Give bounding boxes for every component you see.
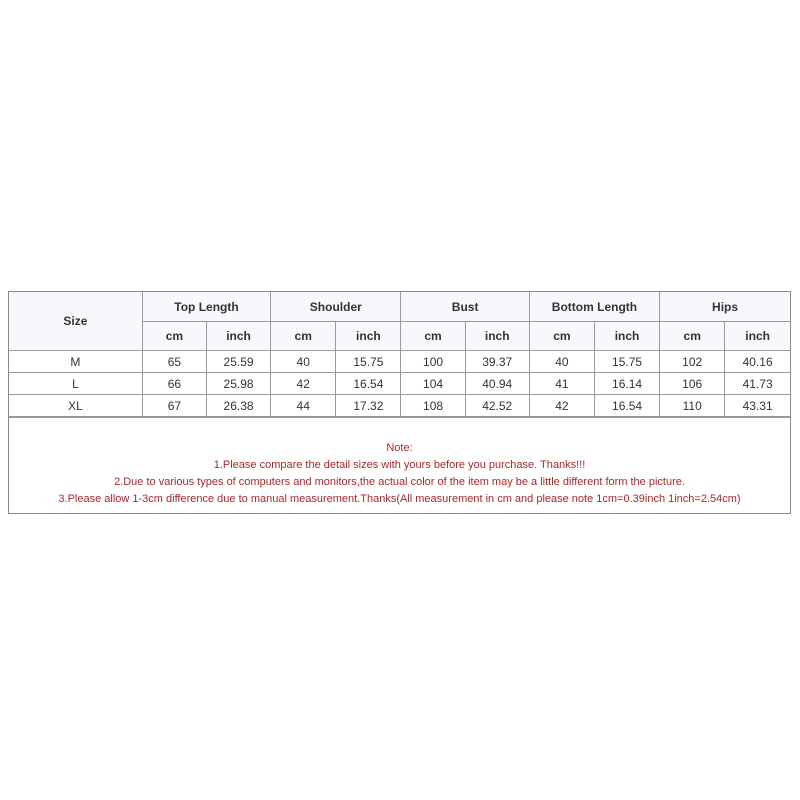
- table-cell: 65: [142, 351, 206, 373]
- unit-header-cm: cm: [529, 322, 594, 351]
- group-header-top-length: Top Length: [142, 292, 270, 322]
- size-cell: XL: [9, 395, 142, 417]
- note-line-1: 1.Please compare the detail sizes with yours before you purchase. Thanks!!!: [213, 459, 586, 471]
- table-cell: 15.75: [594, 351, 659, 373]
- unit-header-cm: cm: [401, 322, 465, 351]
- note-line-2: 2.Due to various types of computers and monitors,the actual color of the item may be a little different form the picture.: [114, 476, 685, 488]
- table-row: [9, 373, 790, 395]
- table-cell: 16.14: [594, 373, 659, 395]
- table-cell: 42: [271, 373, 336, 395]
- size-chart: [8, 291, 791, 514]
- unit-header-cm: cm: [271, 322, 336, 351]
- table-cell: 41: [529, 373, 594, 395]
- table-cell: 17.32: [336, 395, 401, 417]
- group-header-shoulder: Shoulder: [271, 292, 401, 322]
- table-cell: 25.59: [206, 351, 270, 373]
- table-cell: 44: [271, 395, 336, 417]
- table-cell: 15.75: [336, 351, 401, 373]
- size-cell: L: [9, 373, 142, 395]
- unit-header-inch: inch: [725, 322, 790, 351]
- table-cell: 40: [271, 351, 336, 373]
- size-header: Size: [9, 292, 142, 351]
- table-cell: 42.52: [465, 395, 529, 417]
- table-cell: 42: [529, 395, 594, 417]
- table-cell: 40.16: [725, 351, 790, 373]
- header-row-groups: [9, 292, 790, 322]
- table-cell: 102: [660, 351, 725, 373]
- unit-header-inch: inch: [206, 322, 270, 351]
- unit-header-inch: inch: [336, 322, 401, 351]
- notes-section: [9, 417, 790, 513]
- table-cell: 106: [660, 373, 725, 395]
- table-cell: 100: [401, 351, 465, 373]
- table-cell: 67: [142, 395, 206, 417]
- size-table: [9, 292, 790, 417]
- table-cell: 39.37: [465, 351, 529, 373]
- group-header-bust: Bust: [401, 292, 529, 322]
- note-line-3: 3.Please allow 1-3cm difference due to manual measurement.Thanks(All measurement in cm and please note 1cm=0.39inch 1inch=2.54cm): [58, 493, 741, 505]
- size-cell: M: [9, 351, 142, 373]
- table-cell: 66: [142, 373, 206, 395]
- table-cell: 40.94: [465, 373, 529, 395]
- group-header-bottom-length: Bottom Length: [529, 292, 659, 322]
- table-cell: 26.38: [206, 395, 270, 417]
- unit-header-inch: inch: [465, 322, 529, 351]
- table-cell: 110: [660, 395, 725, 417]
- table-cell: 43.31: [725, 395, 790, 417]
- table-cell: 40: [529, 351, 594, 373]
- table-cell: 16.54: [594, 395, 659, 417]
- unit-header-cm: cm: [142, 322, 206, 351]
- unit-header-inch: inch: [594, 322, 659, 351]
- table-cell: 104: [401, 373, 465, 395]
- table-row: [9, 395, 790, 417]
- table-cell: 41.73: [725, 373, 790, 395]
- unit-header-cm: cm: [660, 322, 725, 351]
- table-row: [9, 351, 790, 373]
- group-header-hips: Hips: [660, 292, 790, 322]
- table-cell: 108: [401, 395, 465, 417]
- table-cell: 25.98: [206, 373, 270, 395]
- table-cell: 16.54: [336, 373, 401, 395]
- notes-title: Note:: [386, 442, 413, 454]
